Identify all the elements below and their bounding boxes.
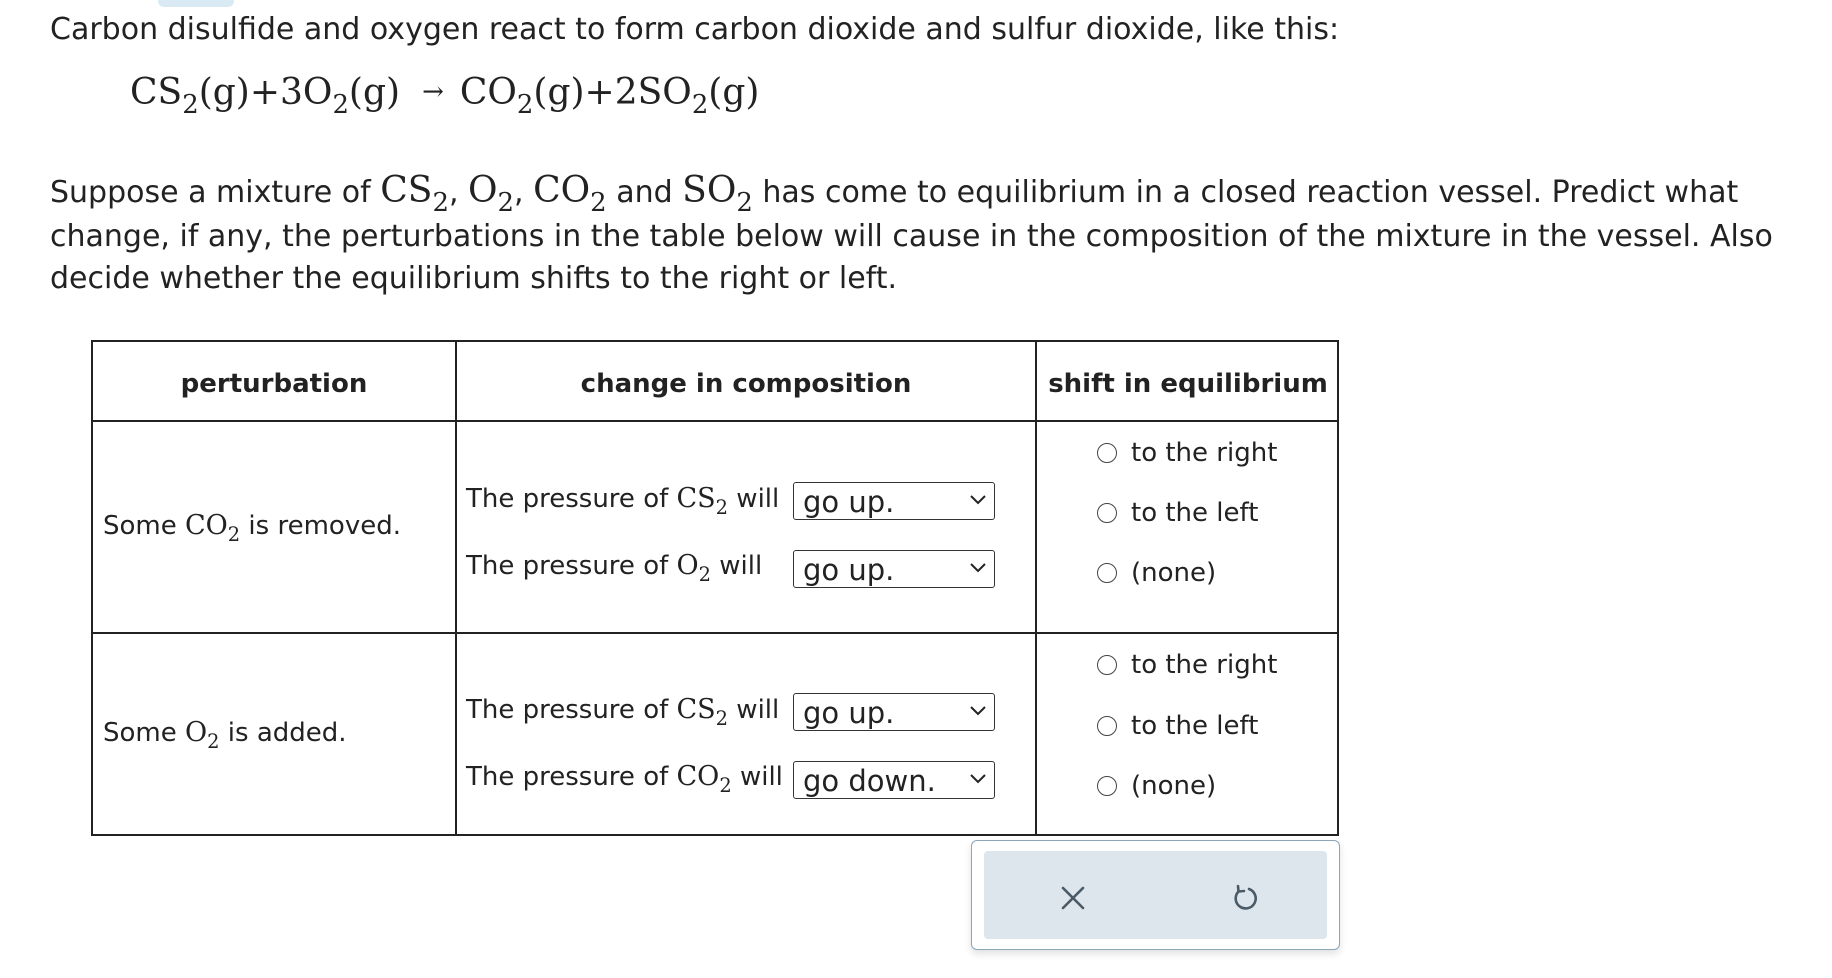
chevron-down-icon xyxy=(970,495,986,505)
change-label xyxy=(466,694,780,730)
para-species-formula: SO xyxy=(682,170,737,211)
para-species xyxy=(533,170,607,219)
text: The pressure of xyxy=(466,762,677,792)
change-dropdown[interactable] xyxy=(793,693,995,731)
answer-action-panel xyxy=(971,840,1340,950)
species-sub: 2 xyxy=(719,773,732,797)
text: will xyxy=(731,762,783,792)
shift-option-none[interactable] xyxy=(1097,557,1216,589)
shift-option-left[interactable] xyxy=(1097,497,1258,529)
text: will xyxy=(728,484,780,514)
eq-reactant2: O xyxy=(302,72,333,113)
text: is added. xyxy=(219,718,347,748)
species xyxy=(676,694,729,730)
text: The pressure of xyxy=(466,695,677,725)
table-divider xyxy=(1035,342,1037,834)
species-formula: CS xyxy=(676,694,716,725)
reaction-arrow-icon: → xyxy=(422,77,444,107)
top-tab-indicator xyxy=(158,0,234,7)
radio-button[interactable] xyxy=(1097,443,1117,463)
species xyxy=(185,510,241,546)
radio-label: to the left xyxy=(1131,711,1259,741)
radio-label: to the right xyxy=(1131,650,1278,680)
eq-reactant2-state: (g) xyxy=(348,72,401,113)
table-divider xyxy=(93,420,1337,422)
eq-plus: + xyxy=(584,72,615,113)
intro-text: Carbon disulfide and oxygen react to form carbon dioxide and sulfur dioxide, like this: xyxy=(50,12,1340,47)
action-bar xyxy=(984,851,1327,939)
eq-product1: CO xyxy=(459,72,517,113)
para-species-formula: CO xyxy=(533,170,591,211)
species-sub: 2 xyxy=(207,729,220,753)
species-sub: 2 xyxy=(698,562,712,586)
eq-product2-state: (g) xyxy=(708,72,760,113)
species-formula: O xyxy=(185,717,208,748)
radio-button[interactable] xyxy=(1097,655,1117,675)
text: is removed. xyxy=(240,511,401,541)
para-species-sub: 2 xyxy=(590,188,607,219)
para-species xyxy=(380,170,449,219)
species-formula: O xyxy=(676,550,699,581)
shift-option-right[interactable] xyxy=(1097,437,1277,469)
text: Some xyxy=(103,511,185,541)
dropdown-value: go down. xyxy=(803,764,936,798)
dropdown-value: go up. xyxy=(803,485,895,519)
text: The pressure of xyxy=(466,551,677,581)
species-formula: CO xyxy=(185,510,228,541)
eq-product1-sub: 2 xyxy=(516,90,534,121)
change-dropdown[interactable] xyxy=(793,550,995,588)
shift-option-none[interactable] xyxy=(1097,770,1216,802)
species-formula: CS xyxy=(676,483,716,514)
radio-label: to the left xyxy=(1131,498,1259,528)
species xyxy=(185,717,220,753)
eq-plus: + xyxy=(249,72,281,113)
chevron-down-icon xyxy=(970,706,986,716)
text: will xyxy=(711,551,763,581)
species xyxy=(676,761,732,797)
change-label xyxy=(466,761,783,797)
text: will xyxy=(728,695,780,725)
chevron-down-icon xyxy=(970,563,986,573)
eq-reactant2-coef: 3 xyxy=(280,72,303,113)
para-species-sub: 2 xyxy=(736,188,753,219)
radio-label: (none) xyxy=(1131,558,1217,588)
radio-label: (none) xyxy=(1131,771,1217,801)
eq-reactant1: CS xyxy=(130,72,183,113)
perturbation-table xyxy=(91,340,1339,836)
para-species-sub: 2 xyxy=(432,188,449,219)
change-dropdown[interactable] xyxy=(793,482,995,520)
shift-option-right[interactable] xyxy=(1097,649,1277,681)
undo-icon[interactable] xyxy=(1228,881,1262,915)
shift-option-left[interactable] xyxy=(1097,710,1258,742)
eq-product2-coef: 2 xyxy=(614,72,638,113)
eq-reactant2-sub: 2 xyxy=(332,90,349,121)
table-divider xyxy=(455,342,457,834)
header-shift-in-equilibrium: shift in equilibrium xyxy=(1048,369,1328,399)
para-species-formula: CS xyxy=(380,170,433,211)
text: Some xyxy=(103,718,185,748)
radio-button[interactable] xyxy=(1097,503,1117,523)
change-dropdown[interactable] xyxy=(793,761,995,799)
perturbation-text xyxy=(103,717,347,753)
radio-label: to the right xyxy=(1131,438,1278,468)
species-sub: 2 xyxy=(715,706,729,730)
species-sub: 2 xyxy=(227,522,241,546)
header-perturbation: perturbation xyxy=(180,369,368,399)
chemical-equation xyxy=(130,72,760,121)
para-text: Suppose a mixture of xyxy=(50,175,381,210)
eq-reactant1-state: (g) xyxy=(198,72,250,113)
eq-product2: SO xyxy=(637,72,692,113)
text: The pressure of xyxy=(466,484,677,514)
radio-button[interactable] xyxy=(1097,716,1117,736)
para-species xyxy=(468,170,515,219)
table-divider xyxy=(93,632,1337,634)
eq-reactant1-sub: 2 xyxy=(182,90,199,121)
para-species-formula: O xyxy=(468,170,498,211)
change-label xyxy=(466,483,780,519)
header-change-in-composition: change in composition xyxy=(580,369,912,399)
chevron-down-icon xyxy=(970,774,986,784)
radio-button[interactable] xyxy=(1097,563,1117,583)
perturbation-text xyxy=(103,510,401,546)
x-icon[interactable] xyxy=(1056,881,1090,915)
species-formula: CO xyxy=(676,761,720,792)
question-paragraph xyxy=(50,166,1810,300)
para-text: has come to equilibrium in a closed reaction vessel. Predict what change, if any, the perturbations in the table below will cause in the composition of the mixture in the vessel. Also decide whether the equilibrium shifts to the right or left. xyxy=(50,175,1773,297)
dropdown-value: go up. xyxy=(803,696,895,730)
eq-product2-sub: 2 xyxy=(691,90,709,121)
change-label xyxy=(466,550,763,586)
para-sep: , xyxy=(448,175,469,210)
eq-product1-state: (g) xyxy=(533,72,585,113)
para-species xyxy=(682,170,753,219)
para-species-sub: 2 xyxy=(497,188,515,219)
species xyxy=(676,550,712,586)
dropdown-value: go up. xyxy=(803,553,895,587)
radio-button[interactable] xyxy=(1097,776,1117,796)
species-sub: 2 xyxy=(715,495,729,519)
para-sep: , xyxy=(514,175,534,210)
para-sep: and xyxy=(606,175,683,210)
species xyxy=(676,483,729,519)
